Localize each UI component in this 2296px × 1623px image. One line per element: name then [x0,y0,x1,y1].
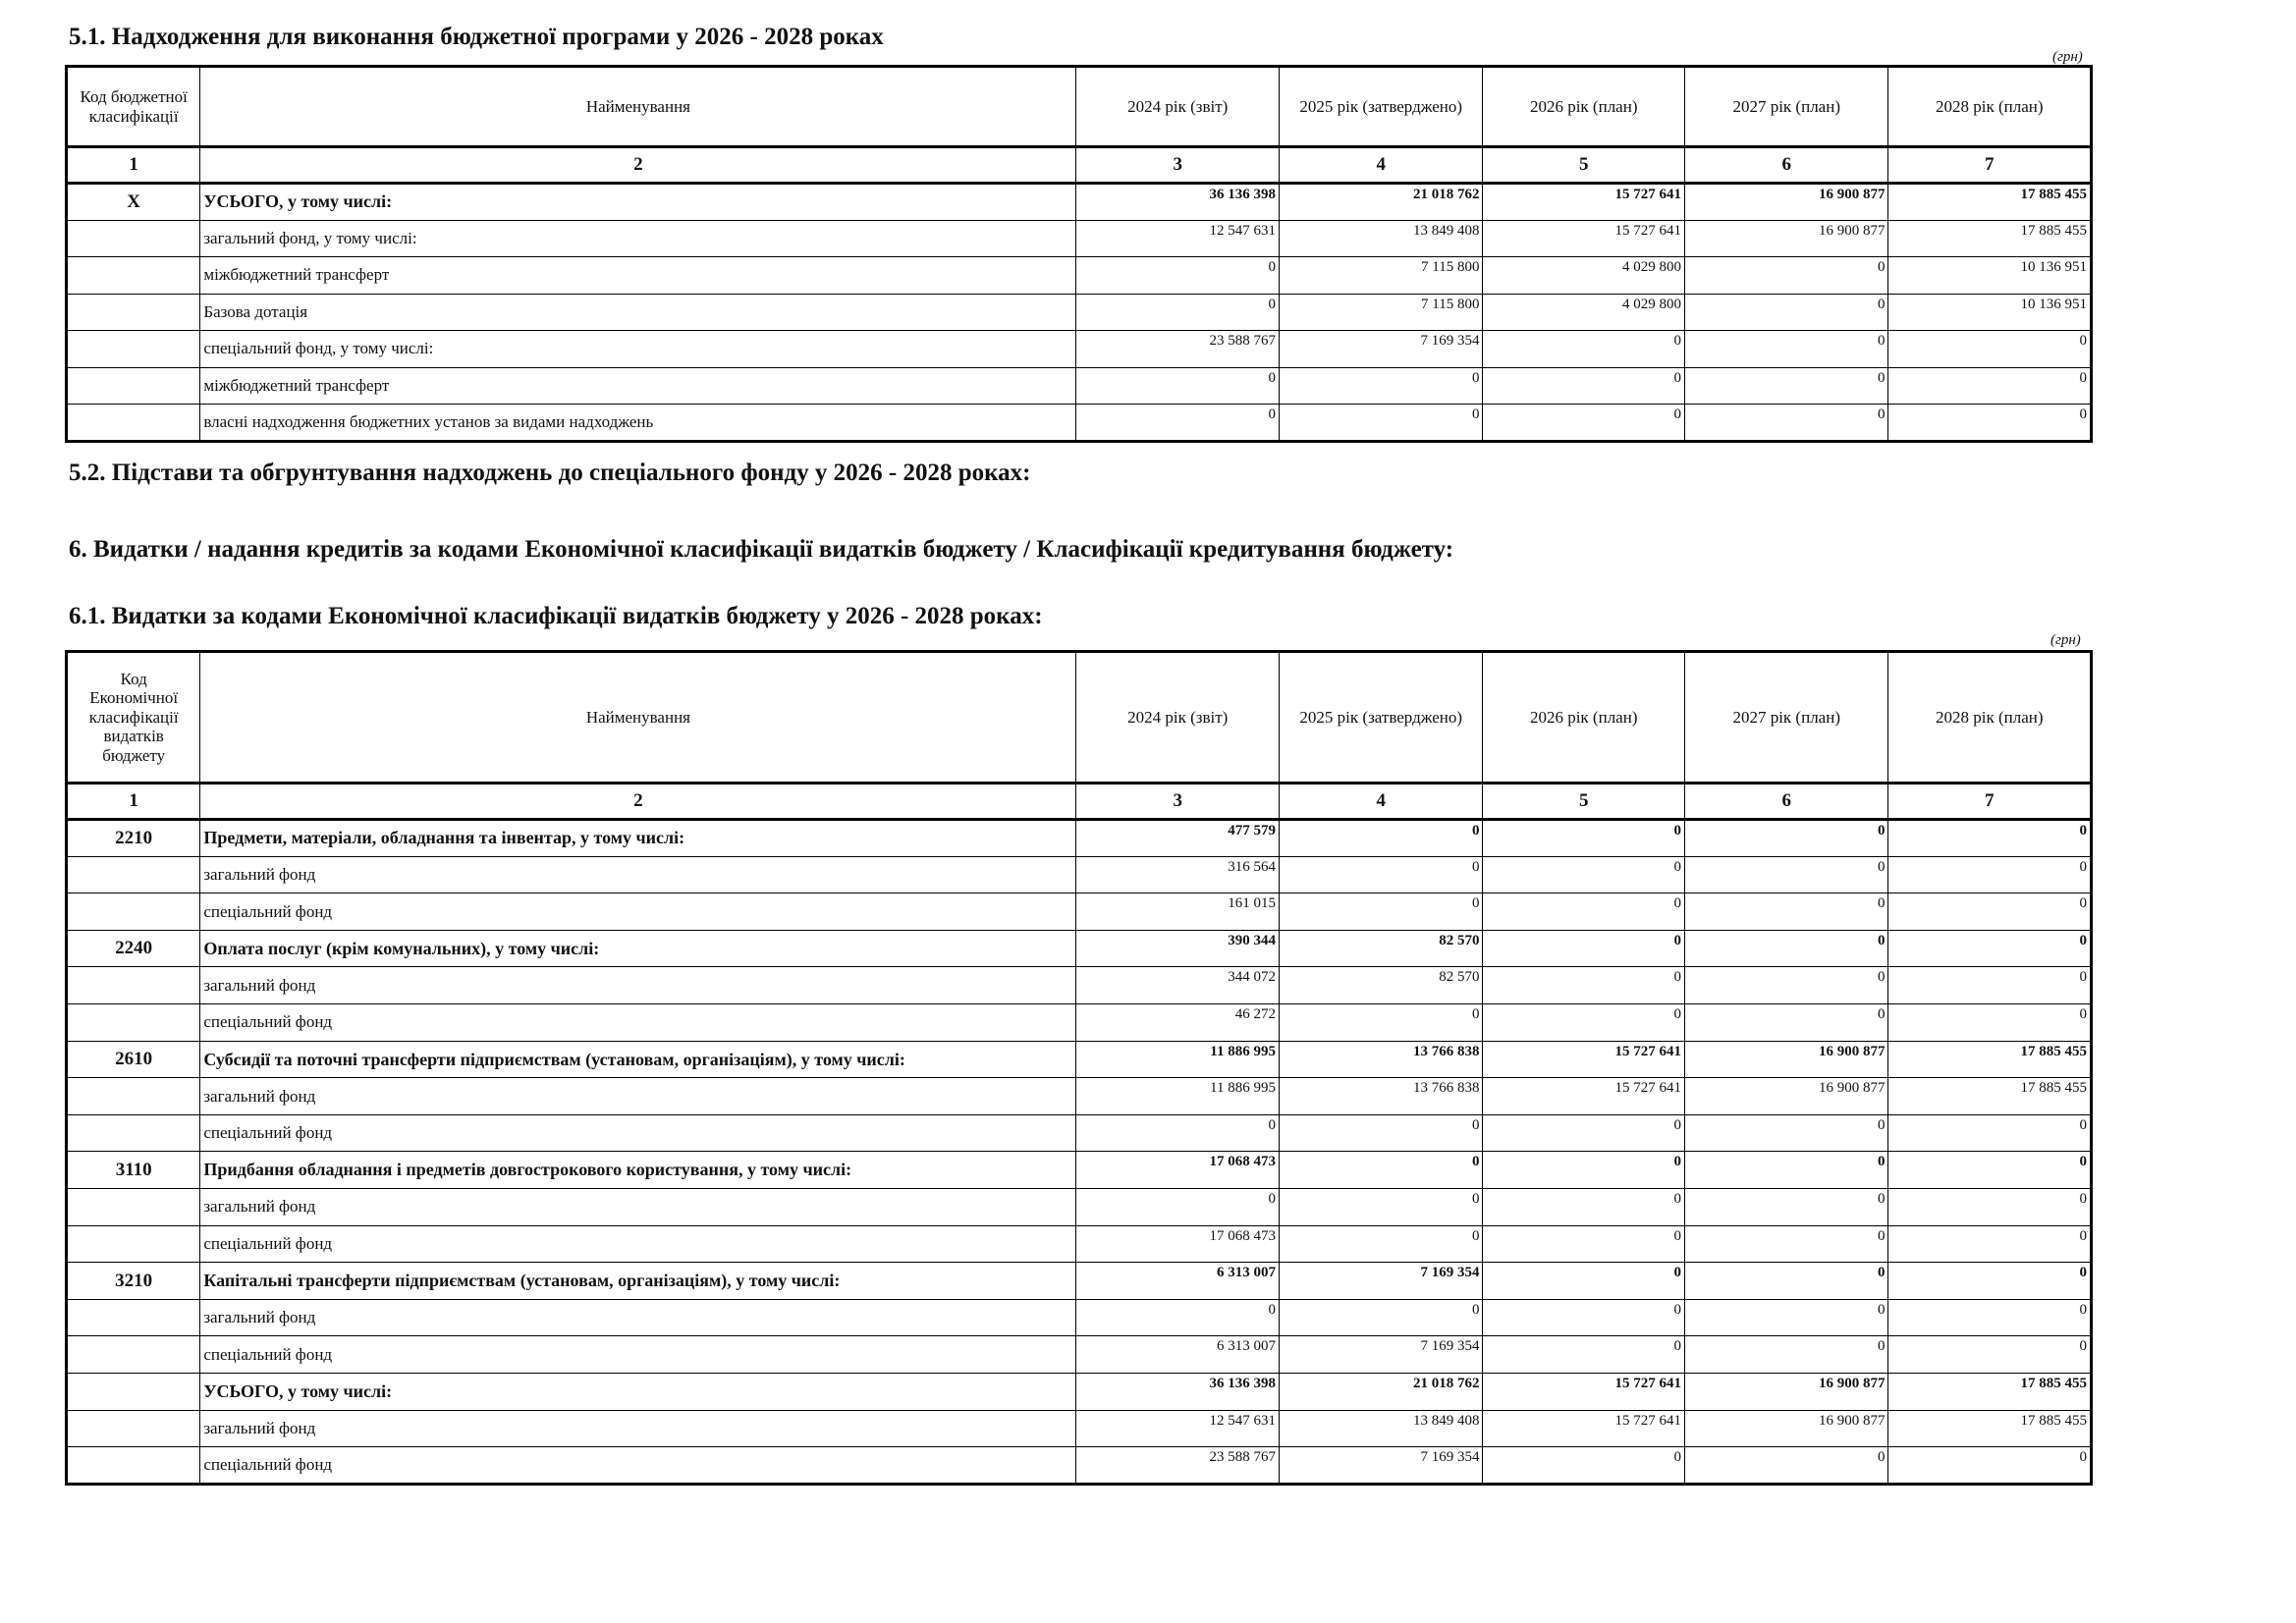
value-2026: 0 [1483,1336,1684,1374]
value-2027: 0 [1684,294,1888,331]
table-row [67,1263,2092,1300]
value-2027: 0 [1684,893,1888,931]
row-code [67,856,200,893]
value-2025: 0 [1279,1299,1483,1336]
column-number: 1 [67,147,200,184]
header-2026: 2026 рік (план) [1483,652,1684,784]
column-number: 1 [67,784,200,820]
value-2024: 0 [1076,1299,1280,1336]
value-2025: 21 018 762 [1279,184,1483,221]
table-row [67,294,2092,331]
table-row [67,184,2092,221]
value-2026: 0 [1483,1225,1684,1263]
value-2024: 0 [1076,405,1280,442]
row-code: 3210 [67,1263,200,1300]
row-code: 3110 [67,1152,200,1189]
value-2026: 15 727 641 [1483,1410,1684,1447]
value-2027: 0 [1684,1336,1888,1374]
column-number: 2 [200,147,1076,184]
value-2028: 0 [1888,1336,2092,1374]
value-2025: 82 570 [1279,930,1483,967]
header-2027: 2027 рік (план) [1684,652,1888,784]
section-6-title: 6. Видатки / надання кредитів за кодами Економічної класифікації видатків бюджету / Класифікації кредитування бюджету: [69,536,1454,563]
value-2024: 6 313 007 [1076,1263,1280,1300]
table-row [67,405,2092,442]
value-2028: 0 [1888,820,2092,857]
row-name: Предмети, матеріали, обладнання та інвентар, у тому числі: [200,820,1076,857]
table-header-row [67,67,2092,147]
value-2025: 0 [1279,405,1483,442]
row-code [67,893,200,931]
row-name: спеціальний фонд, у тому числі: [200,331,1076,368]
column-number: 2 [200,784,1076,820]
value-2024: 11 886 995 [1076,1078,1280,1115]
row-code [67,405,200,442]
value-2024: 316 564 [1076,856,1280,893]
column-number: 3 [1076,784,1280,820]
value-2026: 0 [1483,331,1684,368]
value-2026: 0 [1483,1447,1684,1485]
row-code: 2240 [67,930,200,967]
row-code [67,367,200,405]
row-code [67,1003,200,1041]
value-2024: 36 136 398 [1076,184,1280,221]
column-number: 4 [1279,784,1483,820]
table-header-row [67,652,2092,784]
value-2028: 10 136 951 [1888,257,2092,295]
value-2026: 15 727 641 [1483,1041,1684,1078]
expenses-table-body [67,820,2092,1485]
value-2026: 0 [1483,820,1684,857]
value-2028: 10 136 951 [1888,294,2092,331]
header-2027: 2027 рік (план) [1684,67,1888,147]
value-2025: 13 849 408 [1279,1410,1483,1447]
row-name: спеціальний фонд [200,1225,1076,1263]
value-2027: 0 [1684,1225,1888,1263]
revenue-table [65,65,2093,443]
value-2024: 0 [1076,1188,1280,1225]
value-2025: 21 018 762 [1279,1373,1483,1410]
row-code [67,294,200,331]
value-2028: 0 [1888,1188,2092,1225]
column-number: 6 [1684,147,1888,184]
value-2024: 12 547 631 [1076,1410,1280,1447]
table-row [67,1188,2092,1225]
row-name: загальний фонд [200,967,1076,1004]
value-2024: 6 313 007 [1076,1336,1280,1374]
value-2026: 15 727 641 [1483,1373,1684,1410]
row-name: загальний фонд [200,1188,1076,1225]
header-2026: 2026 рік (план) [1483,67,1684,147]
value-2024: 390 344 [1076,930,1280,967]
value-2028: 0 [1888,331,2092,368]
column-number-row [67,147,2092,184]
value-2024: 0 [1076,257,1280,295]
value-2028: 17 885 455 [1888,1410,2092,1447]
row-name: власні надходження бюджетних установ за видами надходжень [200,405,1076,442]
row-code [67,967,200,1004]
value-2025: 82 570 [1279,967,1483,1004]
value-2027: 0 [1684,1263,1888,1300]
value-2025: 0 [1279,856,1483,893]
value-2024: 36 136 398 [1076,1373,1280,1410]
header-2028: 2028 рік (план) [1888,67,2092,147]
revenue-table-body [67,184,2092,442]
value-2028: 0 [1888,1447,2092,1485]
row-code: Х [67,184,200,221]
header-2025: 2025 рік (затверджено) [1279,67,1483,147]
value-2025: 0 [1279,1188,1483,1225]
value-2026: 0 [1483,856,1684,893]
table-row [67,1225,2092,1263]
value-2024: 344 072 [1076,967,1280,1004]
row-code [67,1078,200,1115]
value-2024: 23 588 767 [1076,331,1280,368]
value-2026: 0 [1483,367,1684,405]
value-2026: 0 [1483,1263,1684,1300]
row-name: спеціальний фонд [200,1336,1076,1374]
section-6-1-title: 6.1. Видатки за кодами Економічної класифікації видатків бюджету у 2026 - 2028 роках: [69,603,1043,629]
value-2025: 0 [1279,1003,1483,1041]
value-2028: 0 [1888,967,2092,1004]
row-code [67,1336,200,1374]
value-2027: 0 [1684,331,1888,368]
row-code: 2610 [67,1041,200,1078]
value-2026: 0 [1483,930,1684,967]
row-code [67,1447,200,1485]
value-2028: 0 [1888,1114,2092,1152]
value-2026: 0 [1483,1152,1684,1189]
value-2025: 7 169 354 [1279,1447,1483,1485]
value-2027: 0 [1684,1188,1888,1225]
value-2027: 0 [1684,1447,1888,1485]
value-2027: 0 [1684,930,1888,967]
value-2028: 17 885 455 [1888,1041,2092,1078]
value-2025: 13 849 408 [1279,220,1483,257]
value-2024: 12 547 631 [1076,220,1280,257]
value-2024: 46 272 [1076,1003,1280,1041]
value-2027: 16 900 877 [1684,1078,1888,1115]
table-row [67,331,2092,368]
value-2025: 7 169 354 [1279,1336,1483,1374]
table-row [67,1410,2092,1447]
row-code: 2210 [67,820,200,857]
table-row [67,967,2092,1004]
row-code [67,1188,200,1225]
table-row [67,367,2092,405]
value-2027: 16 900 877 [1684,184,1888,221]
value-2025: 0 [1279,367,1483,405]
row-name: УСЬОГО, у тому числі: [200,1373,1076,1410]
value-2025: 13 766 838 [1279,1078,1483,1115]
value-2025: 0 [1279,1152,1483,1189]
value-2027: 0 [1684,257,1888,295]
table-row [67,220,2092,257]
value-2027: 0 [1684,367,1888,405]
column-number: 5 [1483,147,1684,184]
table-row [67,930,2092,967]
value-2026: 0 [1483,1114,1684,1152]
column-number: 6 [1684,784,1888,820]
value-2028: 0 [1888,1152,2092,1189]
header-code: Код бюджетної класифікації [67,67,200,147]
section-6-1-unit: (грн) [2050,632,2081,648]
value-2027: 16 900 877 [1684,1373,1888,1410]
value-2024: 11 886 995 [1076,1041,1280,1078]
value-2027: 0 [1684,1003,1888,1041]
row-code [67,331,200,368]
value-2027: 16 900 877 [1684,220,1888,257]
row-name: міжбюджетний трансферт [200,257,1076,295]
column-number-row [67,784,2092,820]
row-code [67,1299,200,1336]
header-code: Код Економічної класифікації видатків бюджету [67,652,200,784]
column-number: 4 [1279,147,1483,184]
value-2025: 7 169 354 [1279,1263,1483,1300]
header-2024: 2024 рік (звіт) [1076,67,1280,147]
value-2028: 0 [1888,367,2092,405]
value-2024: 0 [1076,294,1280,331]
value-2027: 0 [1684,856,1888,893]
section-5-1-title: 5.1. Надходження для виконання бюджетної програми у 2026 - 2028 роках [69,24,884,50]
value-2024: 17 068 473 [1076,1225,1280,1263]
table-row [67,1041,2092,1078]
value-2028: 17 885 455 [1888,220,2092,257]
value-2024: 161 015 [1076,893,1280,931]
section-5-1-unit: (грн) [2052,49,2083,65]
expenses-table [65,650,2093,1486]
value-2025: 0 [1279,893,1483,931]
row-name: спеціальний фонд [200,893,1076,931]
value-2025: 0 [1279,1114,1483,1152]
value-2027: 16 900 877 [1684,1410,1888,1447]
table-row [67,893,2092,931]
row-name: загальний фонд [200,856,1076,893]
table-row [67,257,2092,295]
value-2028: 17 885 455 [1888,1373,2092,1410]
row-name: Капітальні трансферти підприємствам (установам, організаціям), у тому числі: [200,1263,1076,1300]
value-2026: 0 [1483,1299,1684,1336]
value-2026: 15 727 641 [1483,1078,1684,1115]
value-2028: 0 [1888,1299,2092,1336]
value-2028: 0 [1888,405,2092,442]
value-2024: 23 588 767 [1076,1447,1280,1485]
value-2025: 0 [1279,820,1483,857]
column-number: 7 [1888,784,2092,820]
value-2025: 0 [1279,1225,1483,1263]
row-name: Субсидії та поточні трансферти підприємствам (установам, організаціям), у тому числі: [200,1041,1076,1078]
row-name: загальний фонд [200,1299,1076,1336]
value-2028: 17 885 455 [1888,1078,2092,1115]
value-2026: 15 727 641 [1483,220,1684,257]
table-row [67,1003,2092,1041]
row-name: Оплата послуг (крім комунальних), у тому числі: [200,930,1076,967]
value-2026: 4 029 800 [1483,294,1684,331]
value-2028: 0 [1888,1225,2092,1263]
value-2027: 0 [1684,1152,1888,1189]
value-2024: 0 [1076,1114,1280,1152]
row-code [67,257,200,295]
value-2025: 7 115 800 [1279,257,1483,295]
header-2024: 2024 рік (звіт) [1076,652,1280,784]
header-name: Найменування [200,67,1076,147]
table-row [67,856,2092,893]
value-2026: 0 [1483,1188,1684,1225]
row-name: УСЬОГО, у тому числі: [200,184,1076,221]
value-2028: 0 [1888,893,2092,931]
row-name: загальний фонд, у тому числі: [200,220,1076,257]
value-2027: 0 [1684,1299,1888,1336]
row-name: Базова дотація [200,294,1076,331]
row-code [67,220,200,257]
row-code [67,1373,200,1410]
value-2026: 0 [1483,1003,1684,1041]
table-row [67,1299,2092,1336]
row-name: загальний фонд [200,1078,1076,1115]
value-2025: 13 766 838 [1279,1041,1483,1078]
value-2027: 0 [1684,405,1888,442]
section-5-2-title: 5.2. Підстави та обгрунтування надходжень до спеціального фонду у 2026 - 2028 роках: [69,460,1031,486]
column-number: 3 [1076,147,1280,184]
value-2026: 4 029 800 [1483,257,1684,295]
row-code [67,1114,200,1152]
value-2024: 477 579 [1076,820,1280,857]
value-2027: 0 [1684,1114,1888,1152]
value-2027: 0 [1684,820,1888,857]
row-code [67,1225,200,1263]
value-2026: 0 [1483,405,1684,442]
table-row [67,1152,2092,1189]
header-name: Найменування [200,652,1076,784]
value-2024: 0 [1076,367,1280,405]
value-2028: 0 [1888,930,2092,967]
value-2025: 7 169 354 [1279,331,1483,368]
value-2024: 17 068 473 [1076,1152,1280,1189]
value-2026: 0 [1483,893,1684,931]
column-number: 5 [1483,784,1684,820]
header-2028: 2028 рік (план) [1888,652,2092,784]
table-row [67,820,2092,857]
table-row [67,1078,2092,1115]
row-code [67,1410,200,1447]
value-2028: 0 [1888,1003,2092,1041]
row-name: спеціальний фонд [200,1447,1076,1485]
header-2025: 2025 рік (затверджено) [1279,652,1483,784]
column-number: 7 [1888,147,2092,184]
table-row [67,1114,2092,1152]
value-2026: 0 [1483,967,1684,1004]
value-2025: 7 115 800 [1279,294,1483,331]
value-2028: 0 [1888,856,2092,893]
value-2028: 17 885 455 [1888,184,2092,221]
value-2028: 0 [1888,1263,2092,1300]
table-row [67,1447,2092,1485]
row-name: спеціальний фонд [200,1003,1076,1041]
row-name: Придбання обладнання і предметів довгострокового користування, у тому числі: [200,1152,1076,1189]
row-name: спеціальний фонд [200,1114,1076,1152]
row-name: загальний фонд [200,1410,1076,1447]
value-2027: 0 [1684,967,1888,1004]
value-2027: 16 900 877 [1684,1041,1888,1078]
row-name: міжбюджетний трансферт [200,367,1076,405]
table-row [67,1373,2092,1410]
table-row [67,1336,2092,1374]
value-2026: 15 727 641 [1483,184,1684,221]
